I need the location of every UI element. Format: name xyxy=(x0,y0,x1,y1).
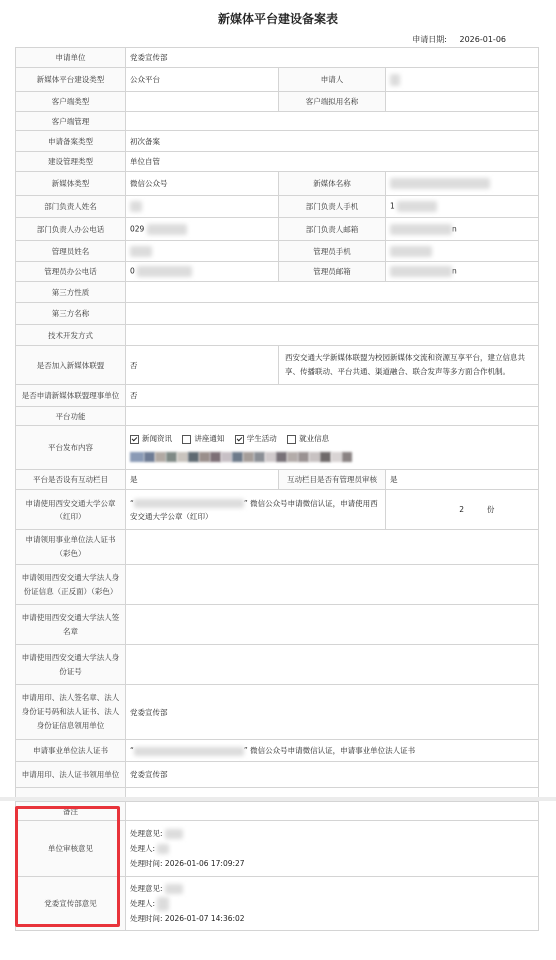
label-applicant: 申请人 xyxy=(279,68,386,92)
value-public-cert xyxy=(126,740,539,762)
redacted-mobile xyxy=(397,201,437,212)
label-dept-email: 部门负责人邮箱 xyxy=(279,218,386,241)
value-func xyxy=(126,407,539,426)
redacted-applicant xyxy=(390,74,400,86)
redacted-admin xyxy=(130,246,152,257)
label-unit-review: 单位审核意见 xyxy=(16,821,126,877)
label-join-union: 是否加入新媒体联盟 xyxy=(16,346,126,385)
redacted-unit-opinion xyxy=(165,829,183,839)
value-admin-email xyxy=(386,262,539,282)
seal-count: 2 xyxy=(459,505,464,514)
row-admin xyxy=(16,241,539,262)
value-seal-use xyxy=(126,490,386,530)
value-dept-review xyxy=(126,877,539,931)
redacted-public-account xyxy=(134,747,244,756)
option-job[interactable] xyxy=(287,434,329,443)
checkbox-news[interactable] xyxy=(130,435,139,444)
value-union-director: 否 xyxy=(126,385,539,407)
value-dept-head xyxy=(126,196,279,218)
row-id-number xyxy=(16,645,539,685)
dept-opinion-label: 处理意见: xyxy=(130,884,163,893)
option-lecture[interactable] xyxy=(182,434,224,443)
label-filing-type: 申请备案类型 xyxy=(16,131,126,152)
email-suffix: n xyxy=(452,224,457,233)
unit-time-value: 2026-01-06 17:09:27 xyxy=(164,859,245,868)
highlight-box xyxy=(15,806,120,927)
dept-review-opinion xyxy=(130,881,534,896)
label-admin-phone: 管理员办公电话 xyxy=(16,262,126,282)
value-filing-type: 初次备案 xyxy=(126,131,539,152)
row-filing-type xyxy=(16,131,539,152)
public-cert-text: ” 微信公众号申请微信认证，申请事业单位法人证书 xyxy=(243,746,416,755)
row-mgmt-type xyxy=(16,152,539,172)
redacted-admin-email xyxy=(390,266,452,277)
value-applicant xyxy=(386,68,539,92)
row-union-director xyxy=(16,385,539,407)
value-unit-review xyxy=(126,821,539,877)
filing-form-table xyxy=(15,47,539,802)
label-third-nature: 第三方性质 xyxy=(16,282,126,303)
apply-date-label: 申请日期: xyxy=(412,35,447,44)
option-news-label: 新闻资讯 xyxy=(142,434,172,443)
checkbox-job[interactable] xyxy=(287,435,296,444)
value-media-type: 微信公众号 xyxy=(126,172,279,196)
label-dept-head: 部门负责人姓名 xyxy=(16,196,126,218)
label-admin-email: 管理员邮箱 xyxy=(279,262,386,282)
label-client-mgmt: 客户端管理 xyxy=(16,112,126,131)
checkbox-activity[interactable] xyxy=(235,435,244,444)
row-join-union xyxy=(16,346,539,385)
value-dept-email xyxy=(386,218,539,241)
value-tech-dev xyxy=(126,325,539,346)
label-client-name: 客户端拟用名称 xyxy=(279,92,386,112)
dept-review-handler xyxy=(130,896,534,911)
label-union-director: 是否申请新媒体联盟理事单位 xyxy=(16,385,126,407)
label-dept-phone: 部门负责人办公电话 xyxy=(16,218,126,241)
value-media-name xyxy=(386,172,539,196)
row-interactive xyxy=(16,470,539,490)
value-unit: 党委宣传部 xyxy=(126,48,539,68)
value-third-name xyxy=(126,303,539,325)
label-id-copy: 申请领用西安交通大学法人身份证信息（正反面）（彩色） xyxy=(16,565,126,605)
row-func xyxy=(16,407,539,426)
mobile-prefix: 1 xyxy=(390,201,395,211)
row-platform-type xyxy=(16,68,539,92)
label-media-type: 新媒体类型 xyxy=(16,172,126,196)
option-activity[interactable] xyxy=(235,434,277,443)
unit-review-time xyxy=(130,856,534,871)
label-mgmt-type: 建设管理类型 xyxy=(16,152,126,172)
label-seal-receiver: 申请用印、法人证书领用单位 xyxy=(16,762,126,788)
redacted-unit-handler xyxy=(157,844,169,854)
label-seal-use: 申请使用西安交通大学公章（红印） xyxy=(16,490,126,530)
redacted-email xyxy=(390,224,452,235)
redacted-dept-head xyxy=(130,201,142,212)
value-mgmt-type: 单位自管 xyxy=(126,152,539,172)
row-seal-use xyxy=(16,490,539,530)
redacted-dept-handler xyxy=(157,897,169,911)
unit-review-opinion xyxy=(130,826,534,841)
seal-use-quote: “ xyxy=(130,498,134,508)
row-admin-phone xyxy=(16,262,539,282)
row-id-copy xyxy=(16,565,539,605)
label-dept-head-mobile: 部门负责人手机 xyxy=(279,196,386,218)
option-activity-label: 学生活动 xyxy=(246,434,277,443)
row-publish xyxy=(16,426,539,470)
label-id-number: 申请使用西安交通大学法人身份证号 xyxy=(16,645,126,685)
label-platform-type: 新媒体平台建设类型 xyxy=(16,68,126,92)
label-publish: 平台发布内容 xyxy=(16,426,126,470)
union-intro xyxy=(279,346,539,385)
unit-opinion-label: 处理意见: xyxy=(130,829,163,838)
option-lecture-label: 讲座通知 xyxy=(194,434,225,443)
label-signature: 申请使用西安交通大学法人签名章 xyxy=(16,605,126,645)
label-tech-dev: 技术开发方式 xyxy=(16,325,126,346)
apply-date-value: 2026-01-06 xyxy=(459,35,506,44)
dept-handler-label: 处理人: xyxy=(130,899,156,908)
value-publish xyxy=(126,426,539,470)
row-client-type xyxy=(16,92,539,112)
label-func: 平台功能 xyxy=(16,407,126,426)
row-client-mgmt xyxy=(16,112,539,131)
row-third-nature xyxy=(16,282,539,303)
checkbox-lecture[interactable] xyxy=(182,435,191,444)
row-seal-unit xyxy=(16,685,539,740)
value-seal-receiver: 党委宣传部 xyxy=(126,762,539,788)
redacted-account-name xyxy=(134,499,244,508)
phone-prefix: 029 xyxy=(130,224,145,233)
row-third-name xyxy=(16,303,539,325)
redacted-phone xyxy=(147,224,187,235)
seal-use-text-1: ” 微信公众号申请微信认证，申请使用西 xyxy=(243,498,378,508)
row-signature xyxy=(16,605,539,645)
value-admin xyxy=(126,241,279,262)
value-dept-head-mobile xyxy=(386,196,539,218)
value-third-nature xyxy=(126,282,539,303)
value-seal-unit: 党委宣传部 xyxy=(126,685,539,740)
value-seal-count xyxy=(386,490,539,530)
label-remark: 备注 xyxy=(16,802,126,821)
public-cert-quote: “ xyxy=(130,746,134,755)
label-interactive-review: 互动栏目是否有管理员审核 xyxy=(279,470,386,490)
option-news[interactable] xyxy=(130,434,172,443)
value-dept-phone xyxy=(126,218,279,241)
value-interactive: 是 xyxy=(126,470,279,490)
label-unit: 申请单位 xyxy=(16,48,126,68)
dept-time-label: 处理时间: xyxy=(130,914,163,923)
label-cert: 申请领用事业单位法人证书（彩色） xyxy=(16,530,126,565)
row-dept-head xyxy=(16,196,539,218)
value-cert xyxy=(126,530,539,565)
row-cert xyxy=(16,530,539,565)
label-seal-unit: 申请用印、法人签名章、法人身份证号码和法人证书、法人身份证信息领用单位 xyxy=(16,685,126,740)
unit-review-handler xyxy=(130,841,534,856)
value-platform-type: 公众平台 xyxy=(126,68,279,92)
dept-time-value: 2026-01-07 14:36:02 xyxy=(164,914,245,923)
row-dept-phone xyxy=(16,218,539,241)
row-tech-dev xyxy=(16,325,539,346)
label-media-name: 新媒体名称 xyxy=(279,172,386,196)
value-admin-mobile xyxy=(386,241,539,262)
seal-use-line-2: 安交通大学公章（红印） xyxy=(130,511,213,521)
redacted-dept-opinion xyxy=(165,884,183,894)
value-id-copy xyxy=(126,565,539,605)
value-signature xyxy=(126,605,539,645)
value-interactive-review: 是 xyxy=(386,470,539,490)
label-interactive: 平台是否设有互动栏目 xyxy=(16,470,126,490)
value-client-mgmt xyxy=(126,112,539,131)
value-remark xyxy=(126,802,539,821)
seal-unit: 份 xyxy=(486,505,495,514)
label-client-type: 客户端类型 xyxy=(16,92,126,112)
row-seal-receiver xyxy=(16,762,539,788)
label-public-cert: 申请事业单位法人证书 xyxy=(16,740,126,762)
row-media-type xyxy=(16,172,539,196)
page-title: 新媒体平台建设备案表 xyxy=(217,12,338,26)
redacted-media-name xyxy=(390,178,490,189)
value-join-union: 否 xyxy=(126,346,279,385)
admin-phone-prefix: 0 xyxy=(130,266,135,276)
label-admin-mobile: 管理员手机 xyxy=(279,241,386,262)
unit-handler-label: 处理人: xyxy=(130,844,156,853)
label-dept-review: 党委宣传部意见 xyxy=(16,877,126,931)
redacted-admin-mobile xyxy=(390,246,432,257)
label-admin: 管理员姓名 xyxy=(16,241,126,262)
unit-time-label: 处理时间: xyxy=(130,859,163,868)
value-client-name xyxy=(386,92,539,112)
dept-review-time xyxy=(130,911,534,926)
option-job-label: 就业信息 xyxy=(299,434,330,443)
publish-options xyxy=(130,433,534,444)
redacted-admin-phone xyxy=(137,266,192,277)
value-admin-phone xyxy=(126,262,279,282)
redacted-publish-extra xyxy=(130,452,534,462)
row-public-cert xyxy=(16,740,539,762)
value-client-type xyxy=(126,92,279,112)
value-id-number xyxy=(126,645,539,685)
admin-email-suffix: n xyxy=(452,266,457,276)
label-third-name: 第三方名称 xyxy=(16,303,126,325)
row-unit xyxy=(16,48,539,68)
seal-use-line-1 xyxy=(130,497,381,510)
apply-date xyxy=(412,34,506,45)
union-intro-text: 西安交通大学新媒体联盟为校园新媒体交流和资源互享平台，建立信息共享、传播联动、平台共通、渠道融合、联合发声等多方面合作机制。 xyxy=(285,353,525,376)
